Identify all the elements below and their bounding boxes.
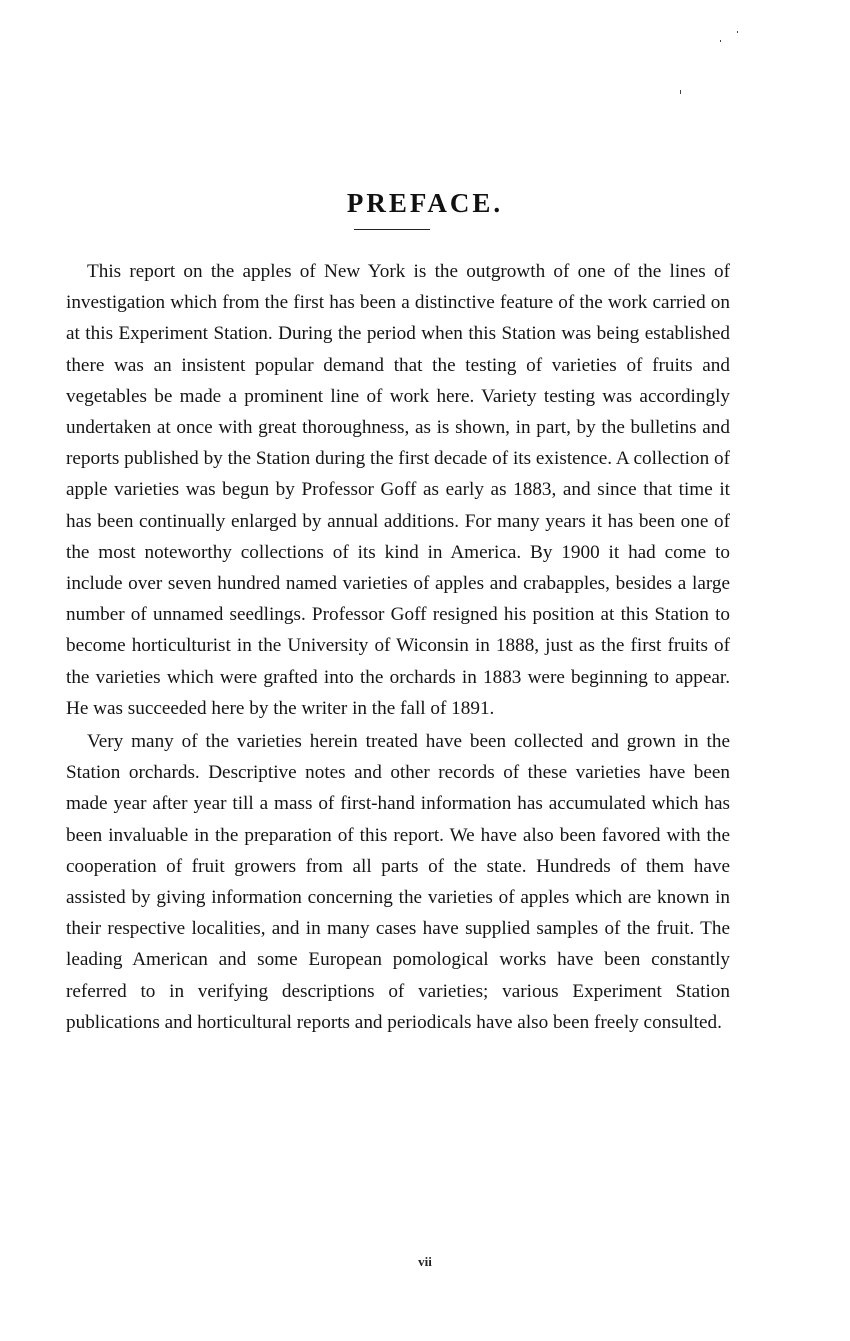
paragraph-2: Very many of the varieties herein treated have been collected and grown in the Station orchards. Descriptive notes and other records of these varieties have been made year after year till a mass of first-hand information has accumulated which has been invaluable in the preparation of this report. We have also been favored with the cooperation of fruit growers from all parts of the state. Hundreds of them have assisted by giving information concerning the varieties of apples which are known in their respective localities, and in many cases have supplied samples of the fruit. The leading American and some European pomological works have been constantly referred to in verifying descriptions of varieties; various Experiment Station publications and horticultural reports and periodicals have also been freely consulted. [66,731,730,1033]
scan-speck [720,40,721,42]
scan-speck [680,90,681,94]
page-number: vii [418,1254,432,1269]
page-title: PREFACE. [346,188,504,219]
preface-body [66,256,730,1038]
title-divider [354,229,430,230]
paragraph-1: This report on the apples of New York is the outgrowth of one of the lines of investigation which from the first has been a distinctive feature of the work carried on at this Experiment Station. During the period when this Station was being established there was an insistent popular demand that the testing of varieties of fruits and vegetables be made a prominent line of work here. Variety testing was accordingly undertaken at once with great thoroughness, as is shown, in part, by the bulletins and reports published by the Station during the first decade of its existence. A collection of apple varieties was begun by Professor Goff as early as 1883, and since that time it has been continually enlarged by annual additions. For many years it has been one of the most noteworthy collections of its kind in America. By 1900 it had come to include over seven hundred named varieties of apples and crabapples, besides a large number of unnamed seedlings. Professor Goff resigned his position at this Station to become horticulturist in the University of Wiconsin in 1888, just as the first fruits of the varieties which were grafted into the orchards in 1883 were beginning to appear. He was succeeded here by the writer in the fall of 1891. [66,261,730,719]
scan-speck [737,31,738,33]
